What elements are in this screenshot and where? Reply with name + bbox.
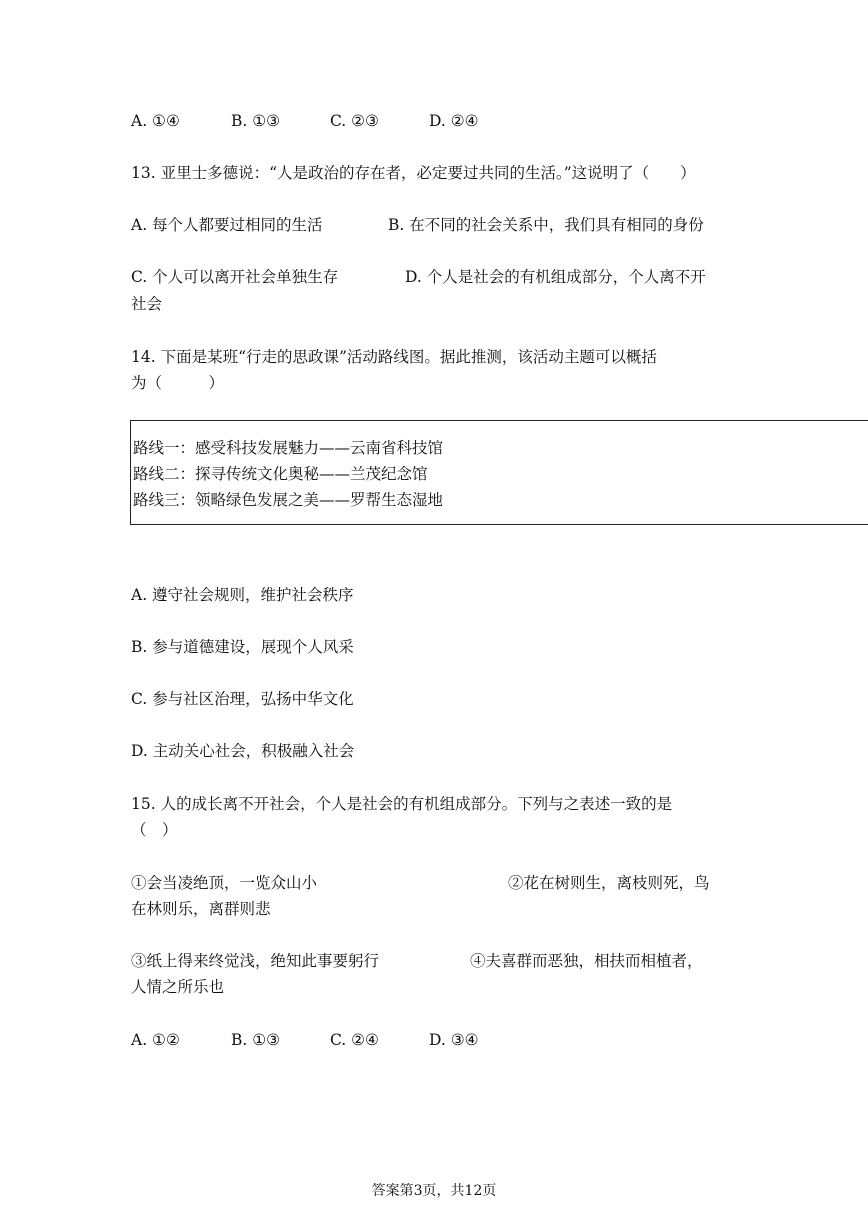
q12-option-c: C. ②③ (330, 112, 379, 130)
page-footer: 答案第3页，共12页 (371, 1183, 497, 1199)
q14-option-a: A. 遵守社会规则，维护社会秩序 (131, 586, 354, 604)
q14-option-d: D. 主动关心社会，积极融入社会 (131, 742, 355, 760)
q14-option-c: C. 参与社区治理，弘扬中华文化 (131, 690, 354, 708)
q13-option-c: C. 个人可以离开社会单独生存 (131, 268, 339, 286)
q12-option-a: A. ①④ (131, 112, 180, 130)
q13-option-b: B. 在不同的社会关系中，我们具有相同的身份 (388, 216, 704, 234)
q15-stem: 15. 人的成长离不开社会，个人是社会的有机组成部分。下列与之表述一致的是 (131, 795, 673, 813)
q15-option-d: D. ③④ (429, 1031, 479, 1049)
route-3: 路线三：领略绿色发展之美——罗帮生态湿地 (133, 491, 444, 509)
q15-stem-cont: （ ） (131, 821, 178, 839)
route-1: 路线一：感受科技发展魅力——云南省科技馆 (133, 439, 444, 457)
q14-option-b: B. 参与道德建设，展现个人风采 (131, 638, 354, 656)
q15-option-c: C. ②④ (330, 1031, 379, 1049)
q15-item-2-cont: 在林则乐，离群则悲 (131, 900, 271, 918)
q15-item-1: ①会当凌绝顶，一览众山小 (131, 874, 318, 892)
q12-option-d: D. ②④ (429, 112, 479, 130)
q15-option-a: A. ①② (131, 1031, 180, 1049)
q15-item-3: ③纸上得来终觉浅，绝知此事要躬行 (131, 952, 380, 970)
q13-option-d-cont: 社会 (131, 295, 163, 313)
q15-item-4-cont: 人情之所乐也 (131, 978, 225, 996)
q13-option-d: D. 个人是社会的有机组成部分，个人离不开 (405, 268, 706, 286)
route-2: 路线二：探寻传统文化奥秘——兰茂纪念馆 (133, 465, 428, 483)
q12-option-b: B. ①③ (231, 112, 281, 130)
q14-stem-cont: 为（ ） (131, 374, 225, 392)
q15-option-b: B. ①③ (231, 1031, 281, 1049)
q15-item-4: ④夫喜群而恶独，相扶而相植者， (470, 952, 703, 970)
q13-stem: 13. 亚里士多德说：“人是政治的存在者，必定要过共同的生活。”这说明了（ ） (131, 164, 696, 182)
q13-option-a: A. 每个人都要过相同的生活 (131, 216, 323, 234)
route-table (130, 420, 868, 525)
q15-item-2: ②花在树则生，离枝则死，鸟 (508, 874, 710, 892)
q14-stem: 14. 下面是某班“行走的思政课”活动路线图。据此推测，该活动主题可以概括 (131, 348, 657, 366)
